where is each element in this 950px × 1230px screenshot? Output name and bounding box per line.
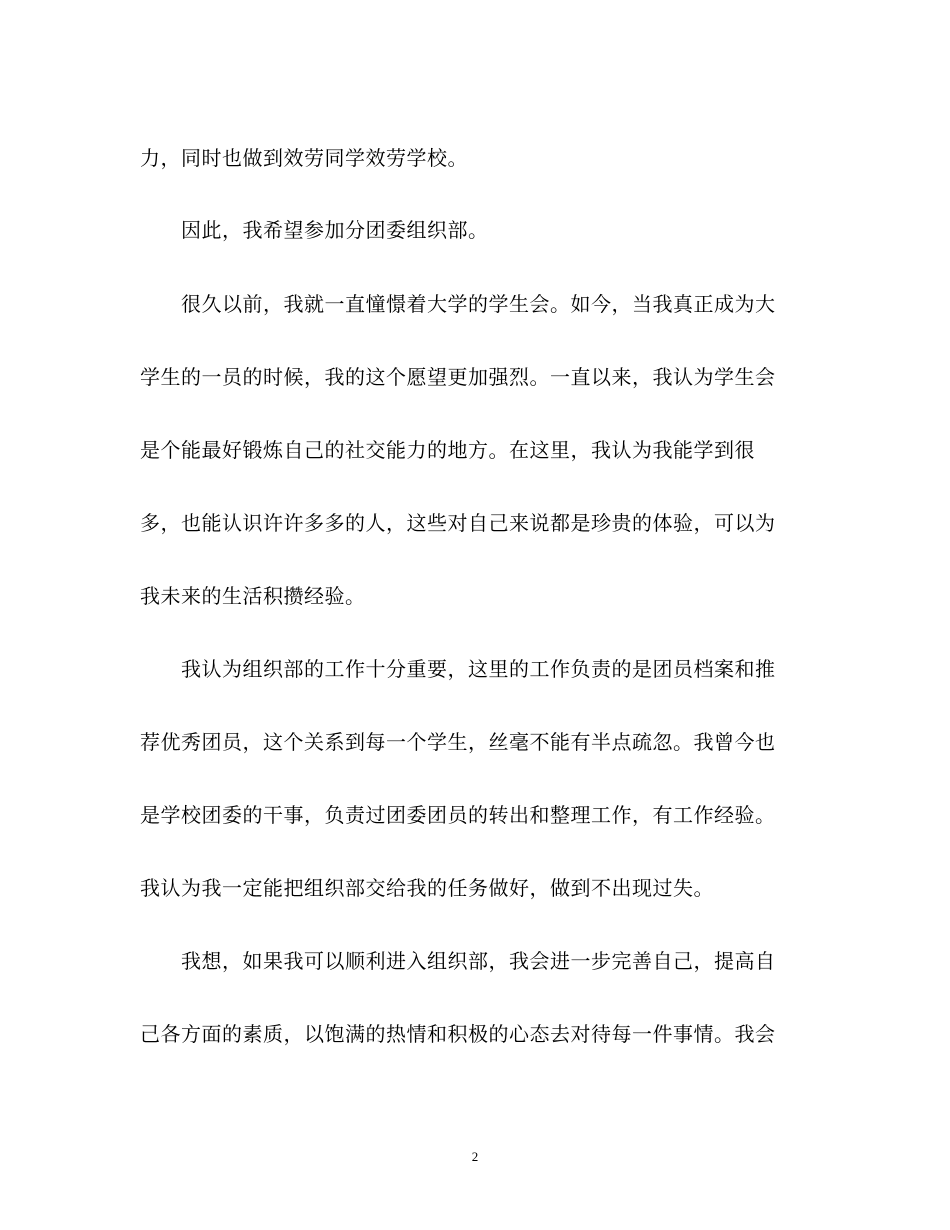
text-line: 己各方面的素质，以饱满的热情和积极的心态去对待每一件事情。我会 <box>140 1022 776 1046</box>
text-line: 荐优秀团员，这个关系到每一个学生，丝毫不能有半点疏忽。我曾今也 <box>140 730 776 754</box>
text-line: 多，也能认识许许多多的人，这些对自己来说都是珍贵的体验，可以为 <box>140 511 776 535</box>
paragraph-start-line: 很久以前，我就一直憧憬着大学的学生会。如今，当我真正成为大 <box>181 292 776 316</box>
paragraph-start-line: 因此，我希望参加分团委组织部。 <box>181 218 489 242</box>
text-line: 是学校团委的干事，负责过团委团员的转出和整理工作，有工作经验。 <box>140 803 776 827</box>
text-line: 我认为我一定能把组织部交给我的任务做好，做到不出现过失。 <box>140 876 714 900</box>
page-number: 2 <box>471 1149 479 1164</box>
paragraph-start-line: 我认为组织部的工作十分重要，这里的工作负责的是团员档案和推 <box>181 657 776 681</box>
paragraph-start-line: 我想，如果我可以顺利进入组织部，我会进一步完善自己，提高自 <box>181 949 776 973</box>
text-line: 学生的一员的时候，我的这个愿望更加强烈。一直以来，我认为学生会 <box>140 365 776 389</box>
text-line: 我未来的生活积攒经验。 <box>140 584 366 608</box>
text-line: 是个能最好锻炼自己的社交能力的地方。在这里，我认为我能学到很 <box>140 438 755 462</box>
text-line: 力，同时也做到效劳同学效劳学校。 <box>140 146 468 170</box>
